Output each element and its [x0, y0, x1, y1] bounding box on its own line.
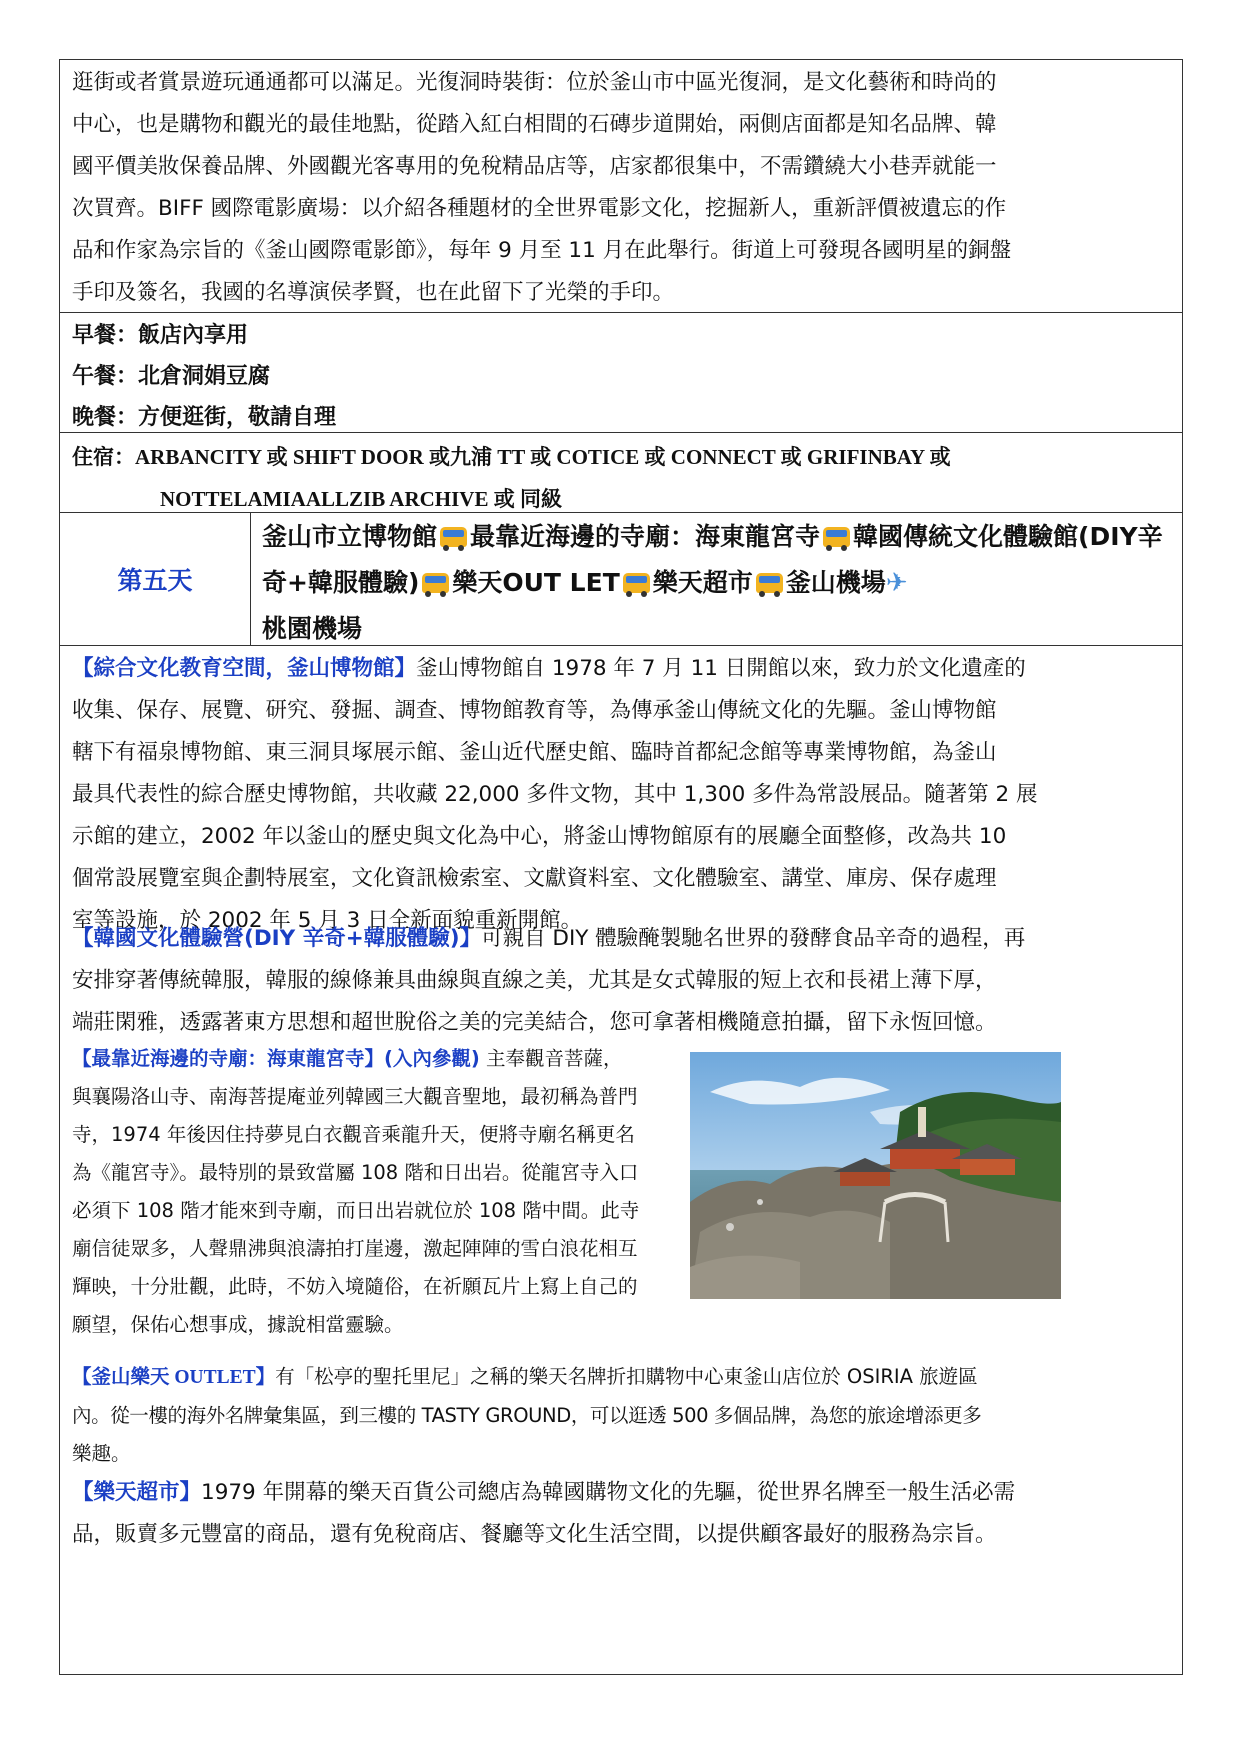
museum-title: 【綜合文化教育空間，釜山博物館】: [72, 656, 417, 681]
hotel-list-line2: NOTTELAMIAALLZIB ARCHIVE 或 同級: [160, 487, 562, 511]
day-label: 第五天: [117, 565, 193, 595]
route-stop: 釜山機場: [785, 568, 886, 597]
divider: [60, 312, 1182, 313]
day-label-cell: [60, 512, 251, 645]
temple-section: 【最靠近海邊的寺廟：海東龍宮寺】(入內參觀) 主奉觀音菩薩， 與襄陽洛山寺、南海菩提庵並列韓國三大觀音聖地，最初稱為普門 寺，1974 年後因住持夢見白衣觀音乘龍升天，便將寺廟名稱更名 為《龍宮寺》。最特別的景致當屬 108 階和日出岩。從龍宮寺入口 必須下 108 階才能來到寺廟，而日出岩就位於 108 階中間。此寺 廟信徒眾多，人聲鼎沸與浪濤拍打崖邊，激起陣陣的雪白浪花相互 輝映，十分壯觀，此時，不妨入境隨俗，在祈願瓦片上寫上自己的 願望，保佑心想事成，據說相當靈驗。: [72, 1047, 640, 1336]
bus-icon: [756, 573, 783, 593]
route-stop: 樂天OUT LET: [452, 568, 620, 597]
outlet-section: 【釜山樂天 OUTLET】有「松亭的聖托里尼」之稱的樂天名牌折扣購物中心東釜山店位於 OSIRIA 旅遊區 內。從一樓的海外名牌彙集區，到三樓的 TASTY GROUND，可以逛透 500 多個品牌，為您的旅途增添更多 樂趣。: [72, 1365, 982, 1465]
airplane-icon: ✈: [885, 568, 908, 598]
meal-breakfast: 早餐：飯店內享用: [72, 323, 249, 348]
divider: [60, 432, 1182, 433]
itinerary-table: [59, 59, 1183, 1675]
intro-paragraph: 逛街或者賞景遊玩通通都可以滿足。光復洞時裝街：位於釜山市中區光復洞，是文化藝術和時尚的 中心，也是購物和觀光的最佳地點，從踏入紅白相間的石磚步道開始，兩側店面都是知名品牌、韓 國平價美妝保養品牌、外國觀光客專用的免稅精品店等，店家都很集中，不需鑽繞大小巷弄就能一 次買齊。BIFF 國際電影廣場：以介紹各種題材的全世界電影文化，挖掘新人，重新評價被遺忘的作 品和作家為宗旨的《釜山國際電影節》，每年 9 月至 11 月在此舉行。街道上可發現各國明星的銅盤 手印及簽名，我國的名導演侯孝賢，也在此留下了光榮的手印。: [72, 70, 1012, 305]
route-stop: 樂天超市: [652, 568, 753, 597]
day-route: [262, 514, 1166, 652]
museum-section: 【綜合文化教育空間，釜山博物館】釜山博物館自 1978 年 7 月 11 日開館以來，致力於文化遺產的 收集、保存、展覽、研究、發掘、調查、博物館教育等，為傳承釜山傳統文化的先驅。釜山博物館 轄下有福泉博物館、東三洞貝塚展示館、釜山近代歷史館、臨時首都紀念館等專業博物館，為釜山 最具代表性的綜合歷史博物館，共收藏 22,000 多件文物，其中 1,300 多件為常設展品。隨著第 2 展 示館的建立，2002 年以釜山的歷史與文化為中心，將釜山博物館原有的展廳全面整修，改為共 10 個常設展覽室與企劃特展室，文化資訊檢索室、文獻資料室、文化體驗室、講堂、庫房、保存處理 室等設施，於 2002 年 5 月 3 日全新面貌重新開館。: [72, 656, 1038, 933]
route-stop: 韓國傳統文化體驗館(DIY辛奇+韓服體驗): [262, 522, 1163, 597]
divider: [60, 645, 1182, 646]
culture-experience-section: 【韓國文化體驗營(DIY 辛奇+韓服體驗)】可親自 DIY 體驗醃製馳名世界的發酵食品辛奇的過程，再 安排穿著傳統韓服，韓服的線條兼具曲線與直線之美，尤其是女式韓服的短上衣和長裙上薄下厚， 端莊閑雅，透露著東方思想和超世脫俗之美的完美結合，您可拿著相機隨意拍攝，留下永恆回憶。: [72, 926, 1026, 1035]
route-stop: 最靠近海邊的寺廟：海東龍宮寺: [470, 522, 821, 551]
culture-experience-title: 【韓國文化體驗營(DIY 辛奇+韓服體驗)】: [72, 926, 482, 951]
temple-title: 【最靠近海邊的寺廟：海東龍宮寺】(入內參觀): [72, 1047, 480, 1070]
meal-lunch: 午餐：北倉洞娟豆腐: [72, 364, 271, 389]
meal-dinner: 晚餐：方便逛街，敬請自理: [72, 405, 337, 430]
route-stop: 桃園機場: [262, 614, 363, 643]
bus-icon: [623, 573, 650, 593]
bus-icon: [422, 573, 449, 593]
bus-icon: [440, 527, 467, 547]
supermarket-section: 【樂天超市】1979 年開幕的樂天百貨公司總店為韓國購物文化的先驅，從世界名牌至一般生活必需 品，販賣多元豐富的商品，還有免稅商店、餐廳等文化生活空間，以提供顧客最好的服務為宗旨。: [72, 1480, 1016, 1547]
bus-icon: [823, 527, 850, 547]
temple-photo: [690, 1052, 1061, 1299]
route-stop: 釜山市立博物館: [262, 522, 438, 551]
accommodation: 住宿：ARBANCITY 或 SHIFT DOOR 或九浦 TT 或 COTICE 或 CONNECT 或 GRIFINBAY 或 NOTTELAMIAALLZIB ARCHIVE 或 同級: [72, 436, 1172, 520]
outlet-title: 【釜山樂天 OUTLET】: [72, 1367, 276, 1388]
hotel-list-line1: ARBANCITY 或 SHIFT DOOR 或九浦 TT 或 COTICE 或 CONNECT 或 GRIFINBAY 或: [135, 445, 951, 469]
supermarket-title: 【樂天超市】: [72, 1480, 202, 1505]
